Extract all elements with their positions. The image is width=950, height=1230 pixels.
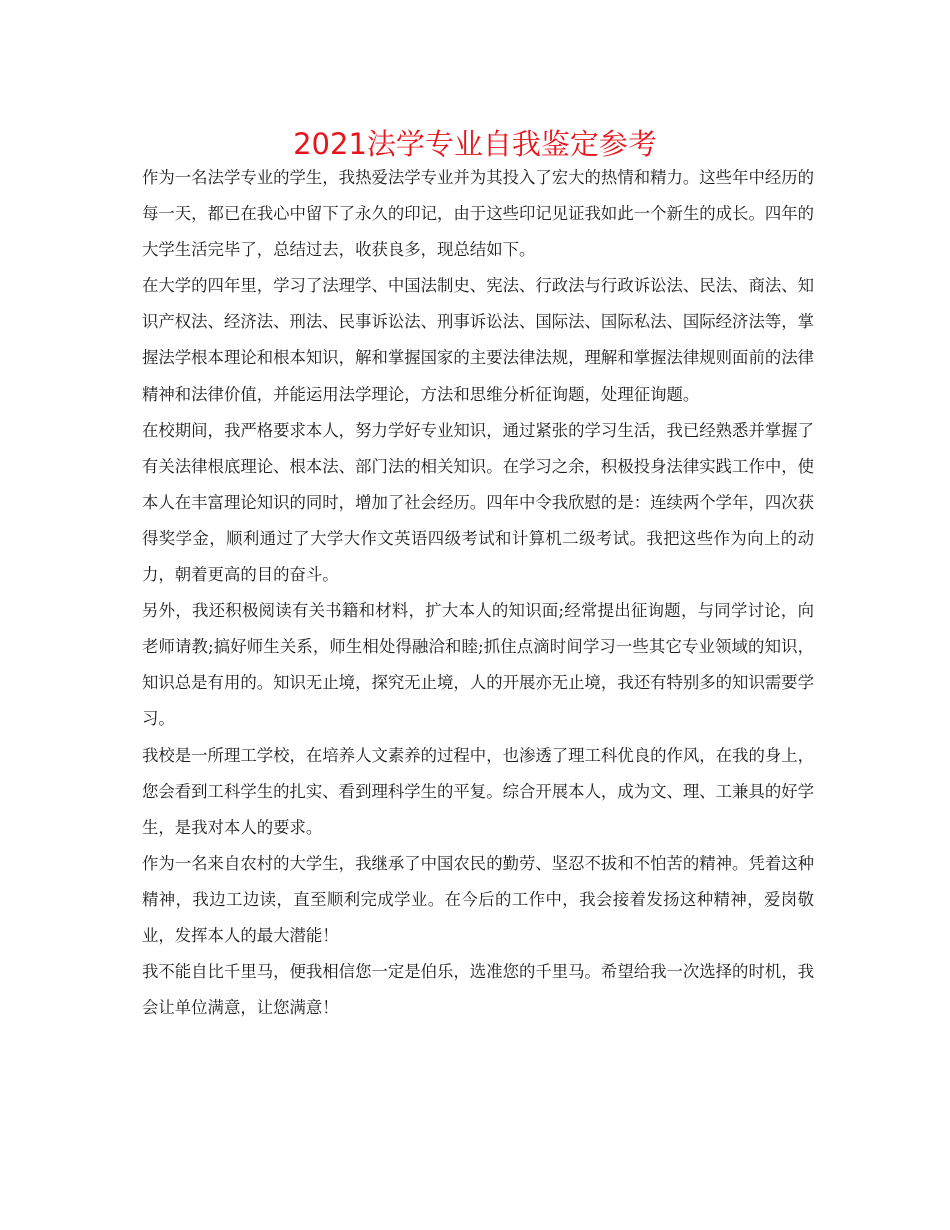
paragraph-closing: 我不能自比千里马，便我相信您一定是伯乐，选准您的千里马。希望给我一次选择的时机，我会让单位满意，让您满意！ xyxy=(142,962,815,1018)
document-body xyxy=(142,160,814,1026)
paragraph-spirit: 作为一名来自农村的大学生，我继承了中国农民的勤劳、坚忍不拔和不怕苦的精神。凭着这种精神，我边工边读，直至顺利完成学业。在今后的工作中，我会接着发扬这种精神，爱岗敬业，发挥本人的最大潜能！ xyxy=(142,853,815,945)
paragraph-intro: 作为一名法学专业的学生，我热爱法学专业并为其投入了宏大的热情和精力。这些年中经历的每一天，都已在我心中留下了永久的印记，由于这些印记见证我如此一个新生的成长。四年的大学生活完毕了，总结过去，收获良多，现总结如下。 xyxy=(142,168,815,260)
paragraph-school: 我校是一所理工学校，在培养人文素养的过程中，也渗透了理工科优良的作风，在我的身上，您会看到工科学生的扎实、看到理科学生的平复。综合开展本人，成为文、理、工兼具的好学生，是我对本人的要求。 xyxy=(142,745,815,837)
paragraph-courses: 在大学的四年里，学习了法理学、中国法制史、宪法、行政法与行政诉讼法、民法、商法、知识产权法、经济法、刑法、民事诉讼法、刑事诉讼法、国际法、国际私法、国际经济法等，掌握法学根本理论和根本知识，解和掌握国家的主要法律法规，理解和掌握法律规则面前的法律精神和法律价值，并能运用法学理论，方法和思维分析征询题，处理征询题。 xyxy=(142,276,815,404)
document-title: 2021法学专业自我鉴定参考 xyxy=(293,127,657,161)
paragraph-study: 在校期间，我严格要求本人，努力学好专业知识，通过紧张的学习生活，我已经熟悉并掌握了有关法律根底理论、根本法、部门法的相关知识。在学习之余，积极投身法律实践工作中，使本人在丰富理论知识的同时，增加了社会经历。四年中令我欣慰的是：连续两个学年，四次获得奖学金，顺利通过了大学大作文英语四级考试和计算机二级考试。我把这些作为向上的动力，朝着更高的目的奋斗。 xyxy=(142,420,815,585)
paragraph-reading: 另外，我还积极阅读有关书籍和材料，扩大本人的知识面;经常提出征询题，与同学讨论，向老师请教;搞好师生关系，师生相处得融洽和睦;抓住点滴时间学习一些其它专业领域的知识，知识总是有用的。知识无止境，探究无止境，人的开展亦无止境，我还有特别多的知识需要学习。 xyxy=(142,601,815,729)
